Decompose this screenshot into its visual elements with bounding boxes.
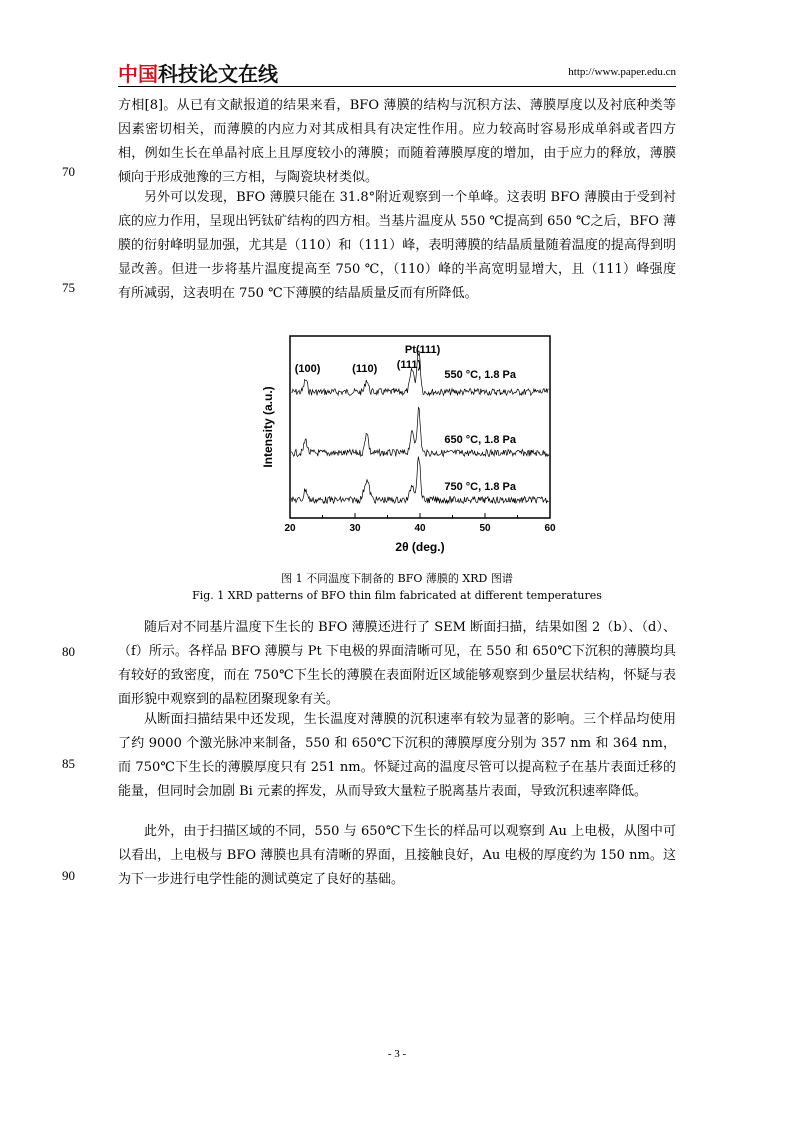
series-label: 650 °C, 1.8 Pa (444, 434, 516, 446)
xrd-chart (262, 322, 558, 562)
y-axis-label: Intensity (a.u.) (262, 386, 275, 468)
figure-caption-en: Fig. 1 XRD patterns of BFO thin film fabricated at different temperatures (192, 589, 602, 602)
figure-caption-cn: 图 1 不同温度下制备的 BFO 薄膜的 XRD 图谱 (281, 572, 513, 585)
peak-label: (110) (352, 363, 378, 375)
site-logo (118, 58, 278, 87)
paragraph-1: 方相[8]。从已有文献报道的结果来看，BFO 薄膜的结构与沉积方法、薄膜厚度以及衬底种类等因素密切相关，而薄膜的内应力对其成相具有决定性作用。应力较高时容易形成单斜或者四方相，例如生长在单晶衬底上且厚度较小的薄膜；而随着薄膜厚度的增加，由于应力的释放，薄膜倾向于形成弛豫的三方相，与陶瓷块材类似。 (118, 98, 676, 185)
peak-label: (100) (294, 363, 321, 375)
peak-label: (111) (396, 359, 422, 371)
logo-red-text: 中国 (118, 62, 158, 86)
xrd-series-line (291, 457, 548, 504)
line-number-75: 75 (62, 280, 75, 295)
x-tick-label: 20 (284, 523, 296, 534)
paragraph-2: 另外可以发现，BFO 薄膜只能在 31.8°附近观察到一个单峰。这表明 BFO 薄膜由于受到衬底的应力作用，呈现出钙钛矿结构的四方相。当基片温度从 550 ℃提高到 650 ℃之后，BFO 薄膜的衍射峰明显加强，尤其是（110）和（111）峰，表明薄膜的结晶质量随着温度的提高得到明显改善。但进一步将基片温度提高至 750 ℃，（110）峰的半高宽明显增大，且（111）峰强度有所减弱，这表明在 750 ℃下薄膜的结晶质量反而有所降低。 (118, 190, 676, 301)
paragraph-5: 此外，由于扫描区域的不同，550 与 650℃下生长的样品可以观察到 Au 上电极，从图中可以看出，上电极与 BFO 薄膜也具有清晰的界面，且接触良好，Au 电极的厚度约为 150 nm。这为下一步进行电学性能的测试奠定了良好的基础。 (118, 824, 676, 887)
page-number: - 3 - (387, 1048, 407, 1060)
paragraph-3: 随后对不同基片温度下生长的 BFO 薄膜还进行了 SEM 断面扫描，结果如图 2（b）、（d）、（f）所示。各样品 BFO 薄膜与 Pt 下电极的界面清晰可见，在 550 和 650℃下沉积的薄膜均具有较好的致密度，而在 750℃下生长的薄膜在表面附近区域能够观察到少量层状结构，怀疑与表面形貌中观察到的晶粒团聚现象有关。 (118, 620, 676, 707)
xrd-figure (262, 322, 558, 562)
page-header (118, 58, 676, 86)
peak-label: Pt(111) (404, 344, 441, 356)
series-label: 750 °C, 1.8 Pa (444, 481, 516, 493)
line-number-80: 80 (62, 644, 75, 659)
xrd-series-line (291, 408, 548, 457)
x-axis-label: 2θ (deg.) (395, 540, 445, 554)
line-number-85: 85 (62, 756, 75, 771)
line-number-90: 90 (62, 868, 75, 883)
x-tick-label: 60 (544, 523, 556, 534)
line-number-70: 70 (62, 164, 75, 179)
paragraph-4: 从断面扫描结果中还发现，生长温度对薄膜的沉积速率有较为显著的影响。三个样品均使用了约 9000 个激光脉冲来制备，550 和 650℃下沉积的薄膜厚度分别为 357 nm 和 364 nm，而 750℃下生长的薄膜厚度只有 251 nm。怀疑过高的温度尽管可以提高粒子在基片表面迁移的能量，但同时会加剧 Bi 元素的挥发，从而导致大量粒子脱离基片表面，导致沉积速率降低。 (118, 712, 676, 799)
header-url: http://www.paper.edu.cn (568, 66, 676, 78)
x-tick-label: 40 (414, 523, 426, 534)
header-rule (118, 86, 676, 87)
series-label: 550 °C, 1.8 Pa (444, 369, 516, 381)
x-tick-label: 30 (349, 523, 361, 534)
x-tick-label: 50 (479, 523, 491, 534)
logo-black-text: 科技论文在线 (158, 62, 278, 86)
